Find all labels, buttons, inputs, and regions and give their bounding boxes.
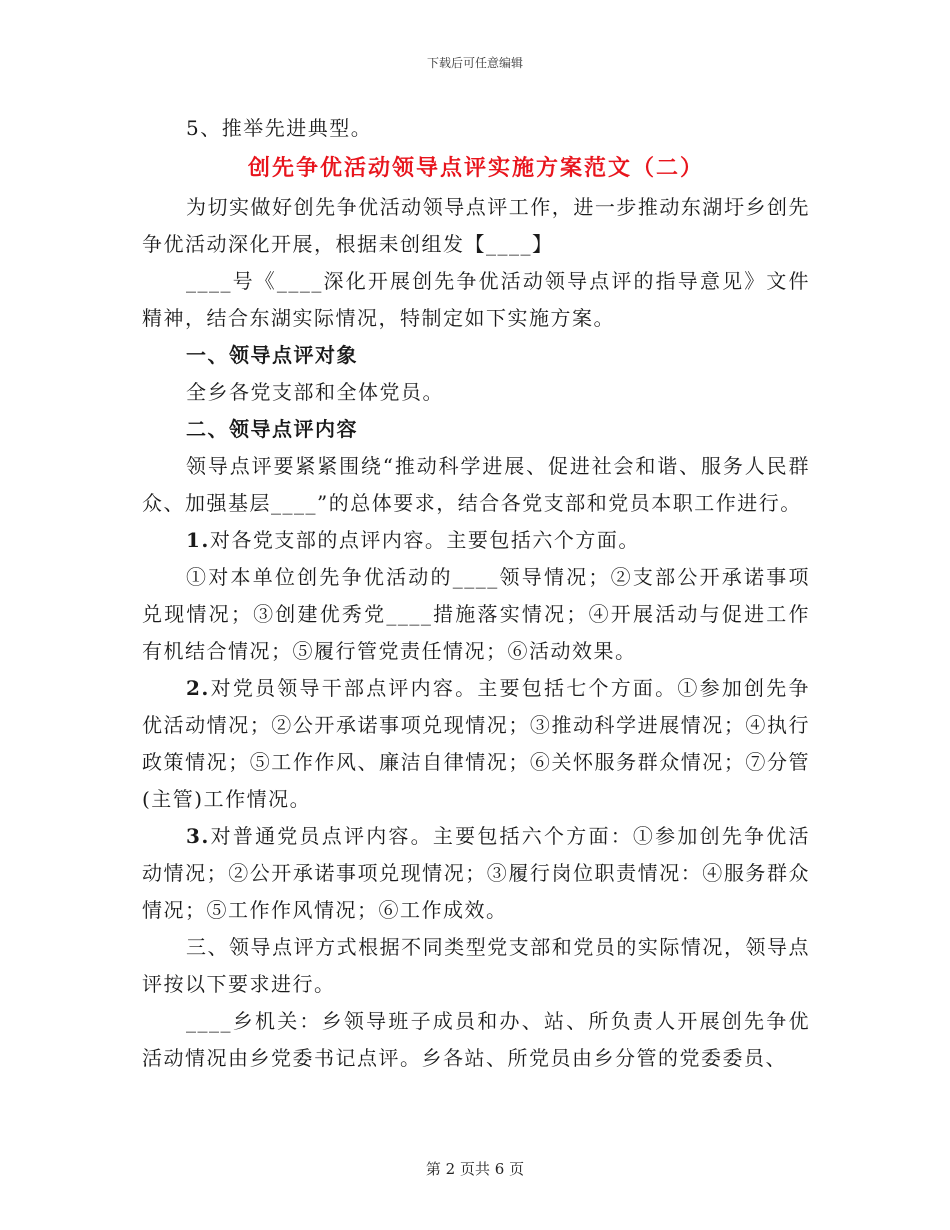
target-paragraph: 全乡各党支部和全体党员。 xyxy=(186,380,444,404)
intro-paragraph-2: ____号《____深化开展创先争优活动领导点评的指导意见》文件精神，结合东湖实际情况，特制定如下实施方案。 xyxy=(142,269,810,330)
intro-paragraph-1: 为切实做好创先争优活动领导点评工作，进一步推动东湖圩乡创先争优活动深化开展，根据耒创组发【____】 xyxy=(142,195,810,256)
document-title: 创先争优活动领导点评实施方案范文（二） xyxy=(247,155,704,181)
point-3-text: 对普通党员点评内容。主要包括六个方面：①参加创先争优活动情况；②公开承诺事项兑现情况；③履行岗位职责情况：④服务群众情况；⑤工作作风情况；⑥工作成效。 xyxy=(142,824,810,922)
item-5: 5、推举先进典型。 xyxy=(186,116,373,140)
heading-2: 二、领导点评内容 xyxy=(186,417,358,441)
point-1-number: 1. xyxy=(186,528,210,552)
page-header: 下载后可任意编辑 xyxy=(426,56,523,70)
point-3-number: 3. xyxy=(186,824,210,848)
page-footer: 第 2 页共 6 页 xyxy=(425,1160,525,1178)
point-2 xyxy=(142,670,810,818)
township-paragraph: ____乡机关：乡领导班子成员和办、站、所负责人开展创先争优活动情况由乡党委书记点评。乡各站、所党员由乡分管的党委委员、 xyxy=(142,1009,810,1070)
point-1-detail: ①对本单位创先争优活动的____领导情况；②支部公开承诺事项兑现情况；③创建优秀党____措施落实情况；④开展活动与促进工作有机结合情况；⑤履行管党责任情况；⑥活动效果。 xyxy=(142,565,810,663)
point-2-text: 对党员领导干部点评内容。主要包括七个方面。①参加创先争优活动情况；②公开承诺事项兑现情况；③推动科学进展情况；④执行政策情况；⑤工作作风、廉洁自律情况；⑥关怀服务群众情况；⑦分管(主管)工作情况。 xyxy=(142,676,810,811)
heading-1: 一、领导点评对象 xyxy=(186,343,358,367)
point-1-text: 对各党支部的点评内容。主要包括六个方面。 xyxy=(209,528,640,552)
document-body xyxy=(142,110,810,1077)
point-3 xyxy=(142,818,810,929)
content-intro-paragraph: 领导点评要紧紧围绕“推动科学进展、促进社会和谐、服务人民群众、加强基层____”的总体要求，结合各党支部和党员本职工作进行。 xyxy=(142,454,810,515)
section-3-paragraph: 三、领导点评方式根据不同类型党支部和党员的实际情况，领导点评按以下要求进行。 xyxy=(142,935,810,996)
point-1 xyxy=(142,522,810,559)
point-2-number: 2. xyxy=(186,676,210,700)
